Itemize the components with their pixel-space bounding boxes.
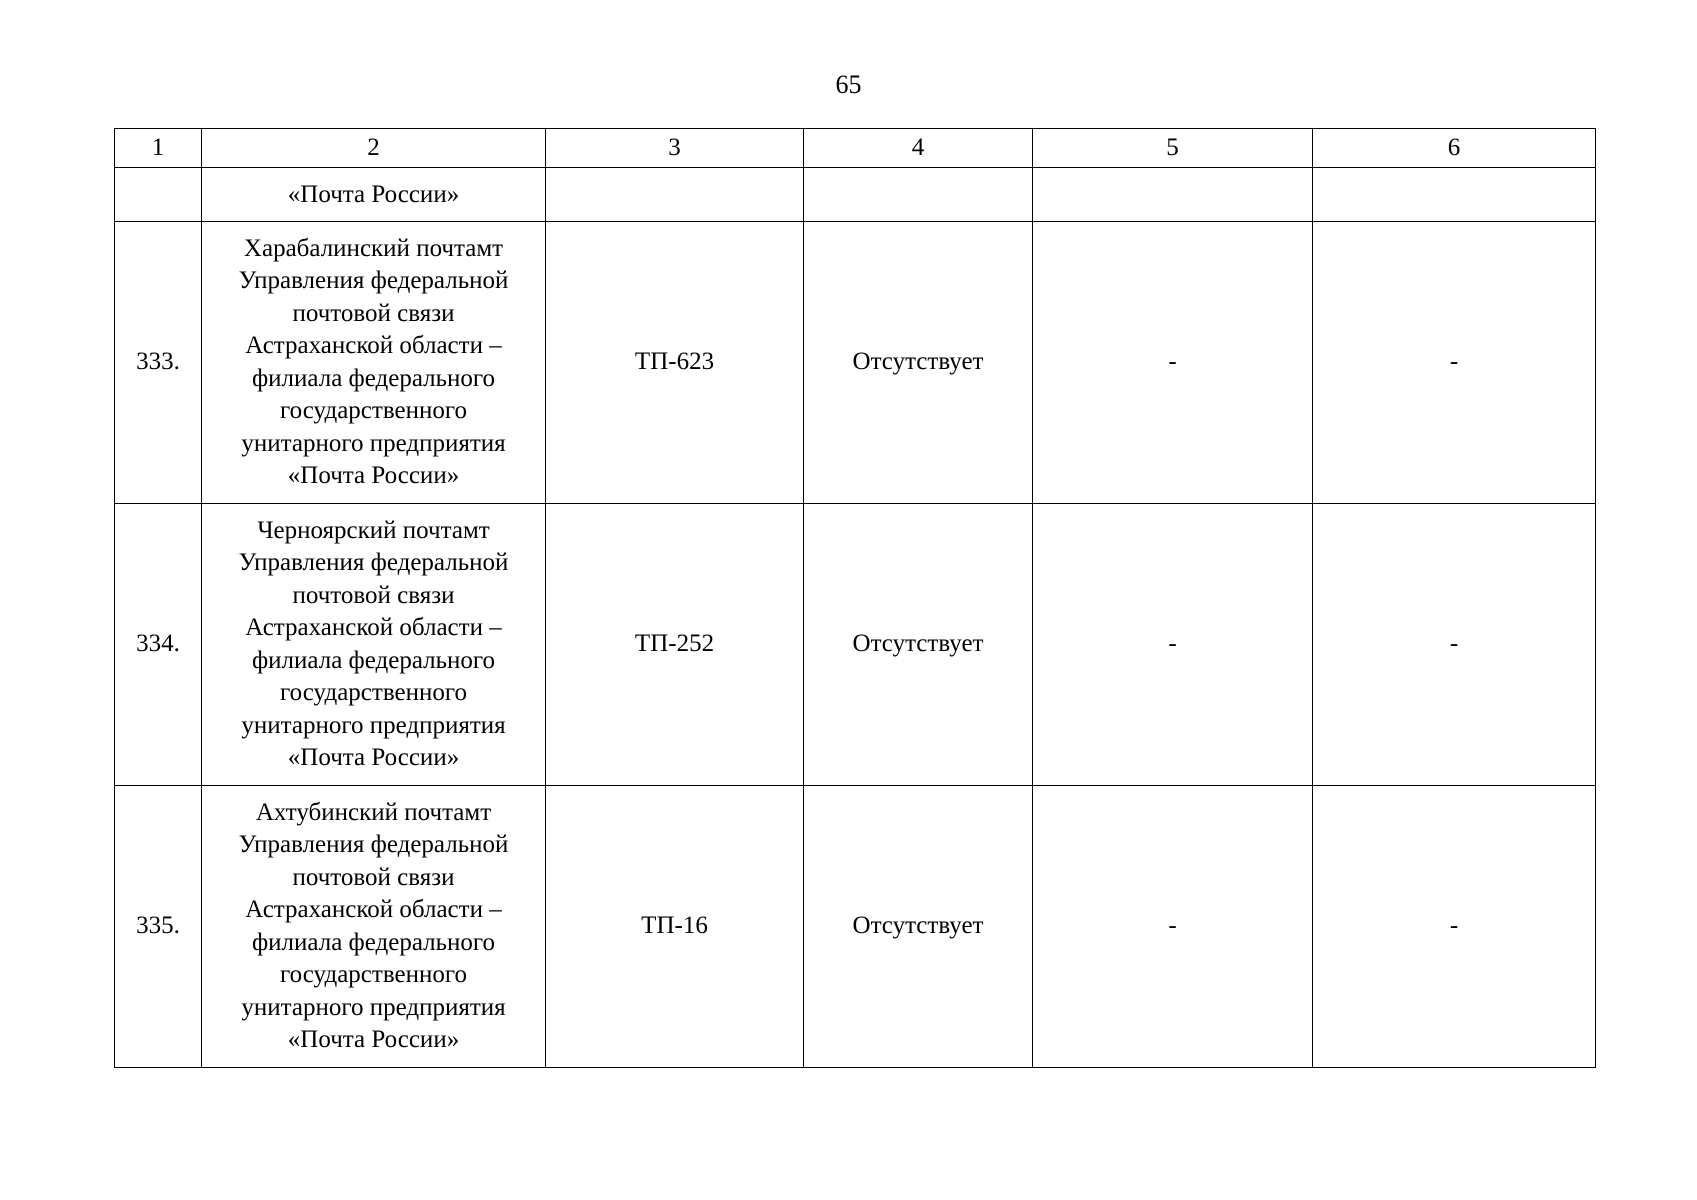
- status-cell: Отсутствует: [804, 222, 1033, 504]
- data-table: [114, 128, 1596, 1068]
- header-cell-4: 4: [804, 129, 1033, 168]
- table-row: [115, 786, 1596, 1068]
- organization-name: Харабалинский почтамт Управления федеральной почтовой связи Астраханской области – филиала федерального государственного унитарного предприятия «Почта России»: [202, 222, 546, 504]
- header-cell-5: 5: [1033, 129, 1313, 168]
- code-cell: ТП-16: [546, 786, 804, 1068]
- table-cell: «Почта России»: [202, 168, 546, 222]
- header-cell-1: 1: [115, 129, 202, 168]
- col6-cell: -: [1313, 504, 1596, 786]
- header-row: [115, 129, 1596, 168]
- col5-cell: -: [1033, 222, 1313, 504]
- page-number: 65: [835, 70, 862, 99]
- col6-cell: -: [1313, 786, 1596, 1068]
- header-cell-6: 6: [1313, 129, 1596, 168]
- table-cell: [115, 168, 202, 222]
- table-cell: [1033, 168, 1313, 222]
- table-row: [115, 222, 1596, 504]
- table-row: [115, 504, 1596, 786]
- col5-cell: -: [1033, 786, 1313, 1068]
- code-cell: ТП-252: [546, 504, 804, 786]
- organization-name: Ахтубинский почтамт Управления федеральной почтовой связи Астраханской области – филиала федерального государственного унитарного предприятия «Почта России»: [202, 786, 546, 1068]
- table-cell: [804, 168, 1033, 222]
- table-cell: [1313, 168, 1596, 222]
- table-cell: [546, 168, 804, 222]
- status-cell: Отсутствует: [804, 786, 1033, 1068]
- row-number: 334.: [115, 504, 202, 786]
- status-cell: Отсутствует: [804, 504, 1033, 786]
- row-number: 335.: [115, 786, 202, 1068]
- code-cell: ТП-623: [546, 222, 804, 504]
- header-cell-3: 3: [546, 129, 804, 168]
- col5-cell: -: [1033, 504, 1313, 786]
- col6-cell: -: [1313, 222, 1596, 504]
- header-cell-2: 2: [202, 129, 546, 168]
- organization-name: Черноярский почтамт Управления федеральной почтовой связи Астраханской области – филиала федерального государственного унитарного предприятия «Почта России»: [202, 504, 546, 786]
- continuation-row: [115, 168, 1596, 222]
- row-number: 333.: [115, 222, 202, 504]
